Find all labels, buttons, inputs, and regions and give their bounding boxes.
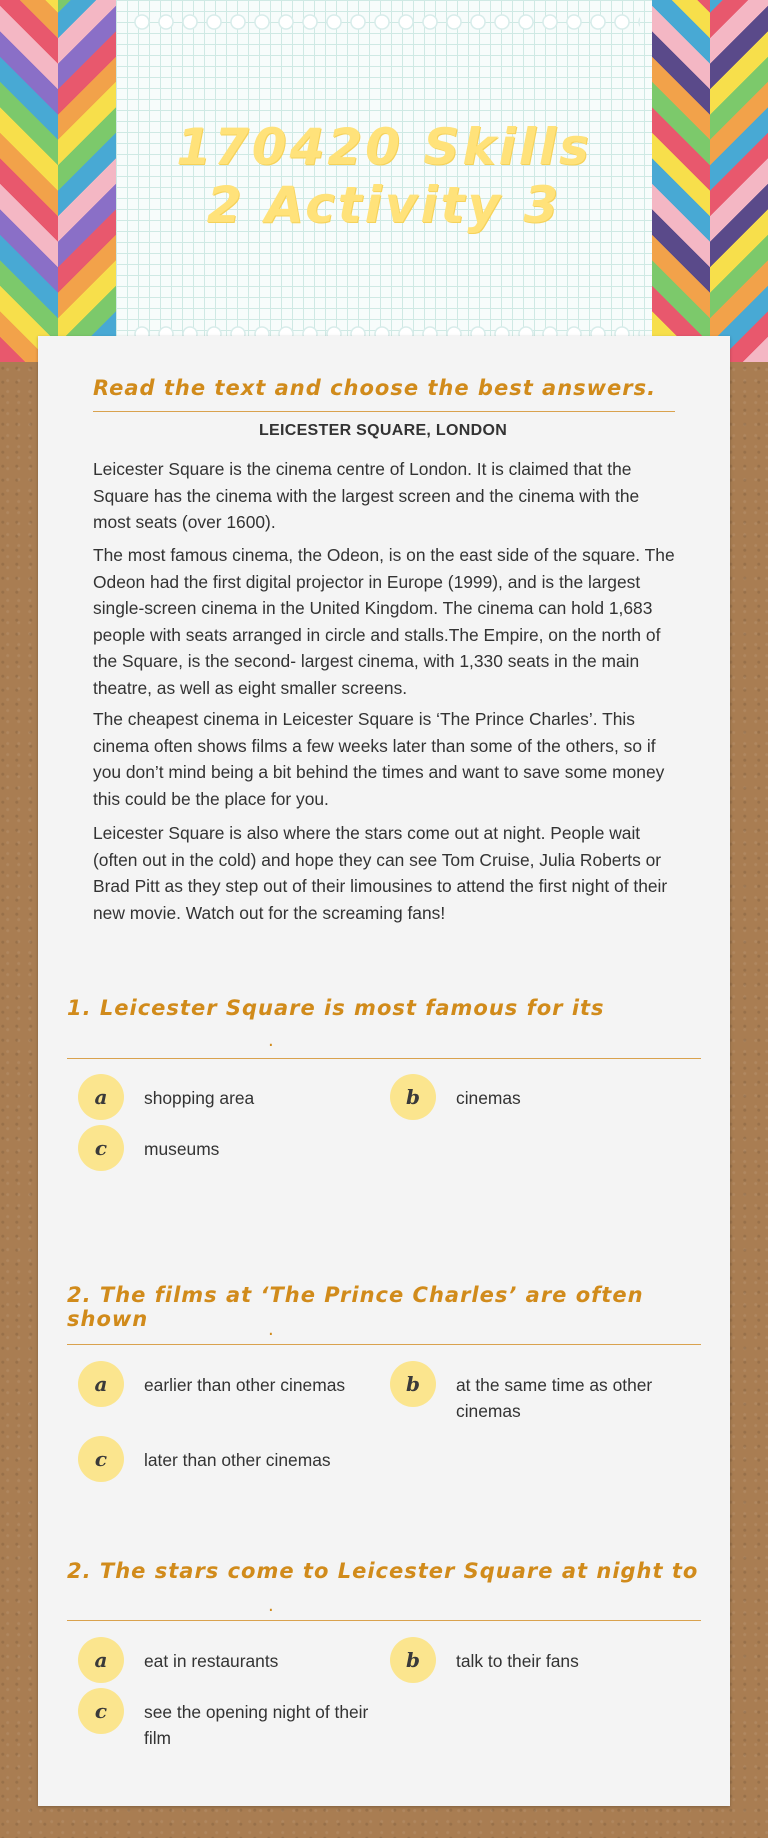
question-2-option-a[interactable]	[78, 1361, 378, 1407]
question-1-option-c[interactable]	[78, 1125, 378, 1171]
question-2-divider	[67, 1344, 701, 1345]
reading-paragraph: The cheapest cinema in Leicester Square is ‘The Prince Charles’. This cinema often shows films a few weeks later than some of the others, so if you don’t mind being a bit behind the times and want to save some money this could be the place for you.	[93, 709, 665, 809]
option-text: earlier than other cinemas	[144, 1375, 346, 1395]
reading-paragraph: The most famous cinema, the Odeon, is on the east side of the square. The Odeon had the first digital projector in Europe (1999), and is the largest single-screen cinema in the United Kingdom. The cinema can hold 1,683 people with seats arranged in circle and stalls.The Empire, on the north of the Square, is the second- largest cinema, with 1,330 seats in the main theatre, as well as eight smaller screens.	[93, 545, 675, 698]
option-text: shopping area	[144, 1088, 255, 1108]
notebook-holes-top	[130, 14, 640, 30]
option-letter-badge: a	[78, 1361, 124, 1407]
question-1-prompt: 1. Leicester Square is most famous for its	[67, 996, 605, 1020]
option-letter-badge: a	[78, 1074, 124, 1120]
option-text: museums	[144, 1139, 220, 1159]
option-letter-badge: b	[390, 1637, 436, 1683]
question-1-divider	[67, 1058, 701, 1059]
question-3-option-b[interactable]	[390, 1637, 690, 1683]
instructions-heading: Read the text and choose the best answers.	[93, 376, 657, 400]
question-3-option-a[interactable]	[78, 1637, 378, 1683]
option-text: eat in restaurants	[144, 1651, 279, 1671]
option-text: talk to their fans	[456, 1651, 579, 1671]
question-1-option-b[interactable]	[390, 1074, 690, 1120]
instructions-divider	[93, 411, 675, 412]
option-letter-badge: c	[78, 1436, 124, 1482]
option-text: later than other cinemas	[144, 1450, 331, 1470]
question-3-prompt: 2. The stars come to Leicester Square at night to	[67, 1559, 699, 1583]
question-2-option-b[interactable]	[390, 1361, 690, 1424]
question-1-blank[interactable]: .	[268, 1030, 274, 1051]
question-2-option-c[interactable]	[78, 1436, 378, 1482]
question-2-blank[interactable]: .	[268, 1319, 274, 1340]
question-1-option-a[interactable]	[78, 1074, 378, 1120]
option-letter-badge: b	[390, 1074, 436, 1120]
chevron-pattern-right	[652, 0, 768, 362]
question-3-option-c[interactable]	[78, 1688, 378, 1751]
reading-paragraph: Leicester Square is also where the stars come out at night. People wait (often out in the cold) and hope they can see Tom Cruise, Julia Roberts or Brad Pitt as they step out of their limousines to attend the first night of their new movie. Watch out for the screaming fans!	[93, 823, 668, 923]
question-3-divider	[67, 1620, 701, 1621]
worksheet-title: 170420 Skills 2 Activity 3	[176, 118, 592, 234]
option-letter-badge: a	[78, 1637, 124, 1683]
question-2-prompt: 2. The films at ‘The Prince Charles’ are often shown	[67, 1283, 644, 1331]
reading-title: LEICESTER SQUARE, LONDON	[258, 422, 508, 439]
question-3-blank[interactable]: .	[268, 1595, 274, 1616]
option-letter-badge: c	[78, 1125, 124, 1171]
option-letter-badge: c	[78, 1688, 124, 1734]
header-banner	[0, 0, 768, 362]
chevron-pattern-left	[0, 0, 116, 362]
option-text: cinemas	[456, 1088, 521, 1108]
option-text: at the same time as other cinemas	[456, 1375, 653, 1421]
option-text: see the opening night of their film	[144, 1702, 369, 1748]
option-letter-badge: b	[390, 1361, 436, 1407]
reading-paragraph: Leicester Square is the cinema centre of London. It is claimed that the Square has the cinema with the largest screen and the cinema with the most seats (over 1600).	[93, 459, 640, 532]
